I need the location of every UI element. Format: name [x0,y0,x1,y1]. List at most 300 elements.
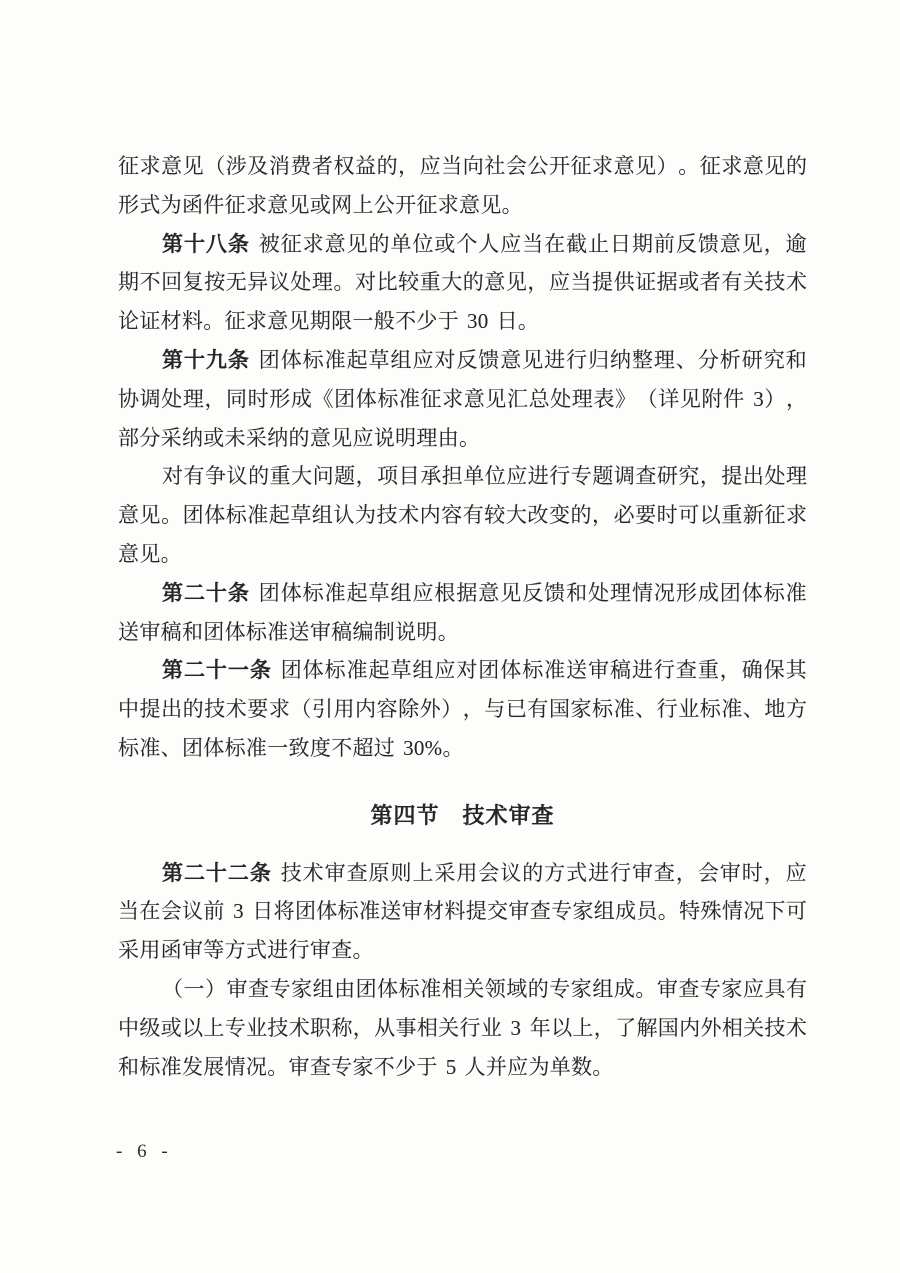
char: 期 [631,231,653,256]
char: 采 [118,938,140,963]
char: 见 [764,154,786,178]
char: 。 [267,1054,289,1079]
char: 标 [763,580,785,605]
text-line [118,419,807,458]
char: 条 [249,658,271,683]
char: 标 [337,899,359,924]
char: 团 [258,347,280,372]
char: 员 [636,899,658,924]
char: 体 [377,976,399,1001]
char: 确 [741,658,763,683]
char: 内 [355,697,377,722]
char: 专 [551,899,573,924]
char: 公 [527,154,549,178]
char: 开 [548,154,570,178]
char: 二 [227,860,249,885]
char: 稿 [331,619,353,644]
char: 应 [500,231,522,256]
char: 或 [309,192,332,217]
char: 致 [288,735,310,760]
char: 意 [613,154,635,178]
char: 无 [225,270,247,295]
char: 意 [484,270,506,295]
char: 单 [390,231,412,256]
char: 益 [355,154,377,178]
char: 中 [118,1015,139,1040]
char: 据 [656,270,678,295]
char: 。 [437,619,459,644]
char: 少 [395,1054,417,1079]
char: 关 [743,1015,765,1040]
char: 求 [442,386,464,411]
char: 应 [412,347,434,372]
char: 国 [657,1015,679,1040]
char: 以 [182,1015,204,1040]
char: 准 [544,658,566,683]
char: 明 [395,425,417,450]
char: 截 [566,231,588,256]
char: 标 [324,658,346,683]
char: 草 [290,503,312,528]
char: 进 [588,860,610,885]
char: 解 [636,1015,658,1040]
char: 的 [570,503,592,528]
char: 标 [302,580,324,605]
char: 分 [697,347,719,372]
char: ， [527,270,549,295]
char: 。 [635,976,657,1001]
char: 的 [462,270,484,295]
char: 意 [324,231,346,256]
char: 业 [246,1015,268,1040]
char: 关 [742,270,764,295]
char: 原 [368,860,390,885]
char: 形 [675,580,697,605]
text-line [118,186,807,225]
char: 前 [203,899,225,924]
char: 表 [593,386,615,411]
char: 的 [288,425,310,450]
char: 并 [485,1054,508,1079]
char: 或 [160,1015,182,1040]
char: 准 [247,503,269,528]
char: 会 [478,860,500,885]
char: 大 [291,464,313,489]
char: 件 [203,192,225,217]
char: 有 [721,270,743,295]
char: 体 [500,658,522,683]
char: 见 [288,192,310,217]
char: 十 [205,658,227,683]
char: 开 [395,192,417,217]
char: 成 [290,386,312,411]
char: 期 [309,309,332,334]
document-body [118,147,807,1086]
char: 3 [510,1015,522,1040]
char: 标 [592,697,614,722]
char: 家 [572,899,594,924]
char: 求 [721,154,743,178]
char: 团 [294,899,316,924]
char: 团 [719,580,741,605]
char: 。 [160,541,182,566]
char: 标 [377,386,399,411]
text-line [118,574,807,613]
char: 变 [548,503,570,528]
char: 技 [764,1015,786,1040]
char: 外 [700,1015,722,1040]
char: 重 [269,464,291,489]
char: 况 [743,899,765,924]
char: 、 [635,697,657,722]
char: 行 [549,464,571,489]
char: 审 [181,938,204,963]
char: 不 [139,270,161,295]
char: 逾 [785,231,807,256]
space [272,651,280,690]
char: 团 [203,619,225,644]
char: 以 [551,1015,573,1040]
char: 的 [522,860,544,885]
char: 理 [785,464,807,489]
char: 起 [268,503,290,528]
char: ， [675,860,697,885]
char: 函 [160,938,182,963]
char: 处 [161,386,183,411]
char: （ [162,976,183,1001]
char: 意 [161,154,183,178]
char: 超 [352,735,374,760]
char: 改 [527,503,549,528]
space [250,574,258,613]
char: 以 [699,503,721,528]
space [250,341,258,380]
char: 。 [203,309,225,334]
char: 准 [785,580,807,605]
char: 送 [118,619,140,644]
char: 准 [324,347,346,372]
text-line [118,302,807,341]
char: 国 [548,697,570,722]
char: 专 [331,1054,353,1079]
char: 理 [182,386,204,411]
char: 回 [161,270,183,295]
char: 形 [118,192,140,217]
char: ， [763,860,785,885]
char: 审 [401,899,423,924]
char: 处 [764,464,786,489]
char: 其 [785,658,807,683]
char: 担 [441,464,463,489]
char: 理 [653,347,675,372]
char: 议 [268,270,290,295]
char: 必 [613,503,635,528]
char: 调 [139,386,161,411]
char: 不 [331,735,353,760]
char: 征 [420,386,442,411]
char: 标 [245,619,268,644]
char: 团 [181,735,204,760]
char: ， [204,386,226,411]
char: 料 [181,309,204,334]
char: 术 [785,270,807,295]
char: 应 [412,580,434,605]
char: 分 [139,425,161,450]
char: 当 [522,231,544,256]
char: 题 [334,464,356,489]
char: 标 [302,347,324,372]
char: 组 [592,976,614,1001]
char: 对 [162,464,183,489]
char: 单 [463,464,485,489]
char: 况 [653,580,675,605]
char: 应 [419,154,441,178]
char: 审 [139,619,161,644]
char: 十 [183,231,205,256]
char: 或 [203,425,225,450]
char: 在 [544,231,566,256]
char: 时 [741,860,763,885]
char: 方 [224,938,246,963]
char: 年 [529,1015,551,1040]
char: 较 [484,503,506,528]
char: 有 [785,976,807,1001]
char: 下 [764,899,786,924]
char: 送 [288,619,310,644]
char: 行 [656,697,678,722]
char: 技 [376,503,398,528]
char: ， [719,658,741,683]
char: 称 [331,1015,353,1040]
char: 题 [592,464,614,489]
char: 处 [290,270,312,295]
char: 成 [613,976,635,1001]
char: 有 [527,697,549,722]
char: 应 [507,1054,529,1079]
char: 业 [480,1015,502,1040]
char: 则 [390,860,412,885]
char: 对 [456,658,478,683]
char: 家 [570,976,592,1001]
char: 争 [205,464,227,489]
text-line [118,1009,807,1048]
char: 个 [456,231,478,256]
char: 送 [566,658,588,683]
char: 议 [226,464,248,489]
char: 说 [373,425,396,450]
char: 总 [528,386,550,411]
char: 领 [484,976,506,1001]
char: 成 [615,899,637,924]
char: 已 [505,697,527,722]
char: 可 [785,899,807,924]
char: 家 [352,1054,374,1079]
char: 见 [480,192,502,217]
char: 根 [434,580,456,605]
char: 域 [506,976,528,1001]
char: 不 [395,309,417,334]
char: 专 [269,976,291,1001]
char: 意 [500,347,522,372]
char: 或 [434,231,456,256]
char: 上 [203,1015,225,1040]
char: 家 [721,976,743,1001]
char: 究 [678,464,700,489]
char: 反 [675,231,697,256]
char: 行 [459,1015,481,1040]
char: 部 [118,425,140,450]
char: 附 [701,386,723,411]
char: 权 [333,154,355,178]
char: 处 [550,386,572,411]
char: 大 [505,503,527,528]
char: 团 [478,658,500,683]
char: ， [699,464,721,489]
char: 中 [118,697,139,722]
space [225,892,233,931]
char: 可 [678,503,700,528]
char: 要 [635,503,657,528]
char: 意 [309,425,332,450]
char: 草 [390,658,412,683]
text-line [118,263,807,302]
char: 人 [464,1054,486,1079]
char: 应 [506,464,528,489]
char: 重 [419,270,441,295]
text-line [118,690,807,729]
char: 。 [657,899,679,924]
char: 社 [484,154,506,178]
char: 、 [160,735,182,760]
char: 体 [203,735,225,760]
char: 十 [205,860,227,885]
char: 草 [368,347,390,372]
char: 研 [741,347,763,372]
char: 容 [441,503,463,528]
char: 较 [398,270,420,295]
char: 意 [267,309,289,334]
text-line [118,970,807,1009]
char: 应 [742,976,764,1001]
char: 处 [588,580,610,605]
char: 条 [227,580,249,605]
char: 二 [183,658,205,683]
char: 止 [588,231,610,256]
char: 特 [679,899,701,924]
char: ， [593,1015,615,1040]
char: 查 [675,658,697,683]
char: 行 [653,658,675,683]
char: 求 [268,697,290,722]
char: 或 [678,270,700,295]
char: 位 [484,464,506,489]
char: 准 [420,976,442,1001]
char: 和 [566,580,588,605]
char: 用 [456,860,478,885]
char: 见 [741,231,763,256]
char: 协 [118,386,139,411]
char: 消 [268,154,290,178]
char: 一 [352,309,374,334]
char: 团 [258,580,280,605]
char: 。 [501,192,523,217]
char: 查 [529,899,551,924]
char: 征 [416,192,438,217]
char: 上 [412,860,434,885]
char: 团 [182,503,204,528]
char: 形 [269,386,291,411]
char: 30% [403,735,443,760]
char: 第 [162,347,183,372]
char: 馈 [544,580,566,605]
char: 。 [517,309,540,334]
char: 般 [373,309,396,334]
space [745,380,753,419]
page-number: - 6 - [116,1141,173,1162]
char: 新 [742,503,764,528]
char: 当 [441,154,463,178]
char: 》 [615,386,637,411]
char: 纳 [610,347,632,372]
char: 审 [288,1054,310,1079]
char: 一 [267,735,289,760]
char: 准 [160,1054,182,1079]
char: 体 [280,580,302,605]
char: 对 [355,270,377,295]
space [521,1009,529,1048]
char: 九 [205,347,227,372]
char: ， [352,1015,374,1040]
char: 准 [139,735,161,760]
char: 审 [309,938,332,963]
char: 纳 [181,425,204,450]
char: 。 [161,503,183,528]
text-line [118,854,807,893]
char: 见 [679,386,701,411]
char: 起 [346,580,368,605]
char: 5 [445,1054,457,1079]
char: 从 [374,1015,396,1040]
char: 议 [500,860,522,885]
char: 征 [570,154,592,178]
char: 将 [273,899,295,924]
char: 术 [398,503,420,528]
char: 纳 [267,425,289,450]
char: 十 [205,580,227,605]
char: 相 [416,1015,438,1040]
char: 相 [721,1015,743,1040]
char: 方 [785,697,807,722]
char: 、 [742,697,764,722]
char: ） [205,976,227,1001]
char: 起 [346,347,368,372]
char: 。 [352,938,374,963]
char: 问 [312,464,334,489]
char: 出 [161,697,183,722]
char: 引 [311,697,333,722]
char: 审 [631,860,653,885]
char: 家 [570,697,592,722]
char: 。 [333,270,355,295]
char: 提 [592,270,614,295]
char: 前 [653,231,675,256]
char: 限 [331,309,353,334]
char: 求 [245,309,268,334]
char: 向 [462,154,484,178]
char: 。 [678,154,700,178]
char: 理 [416,425,438,450]
char: 对 [434,347,456,372]
